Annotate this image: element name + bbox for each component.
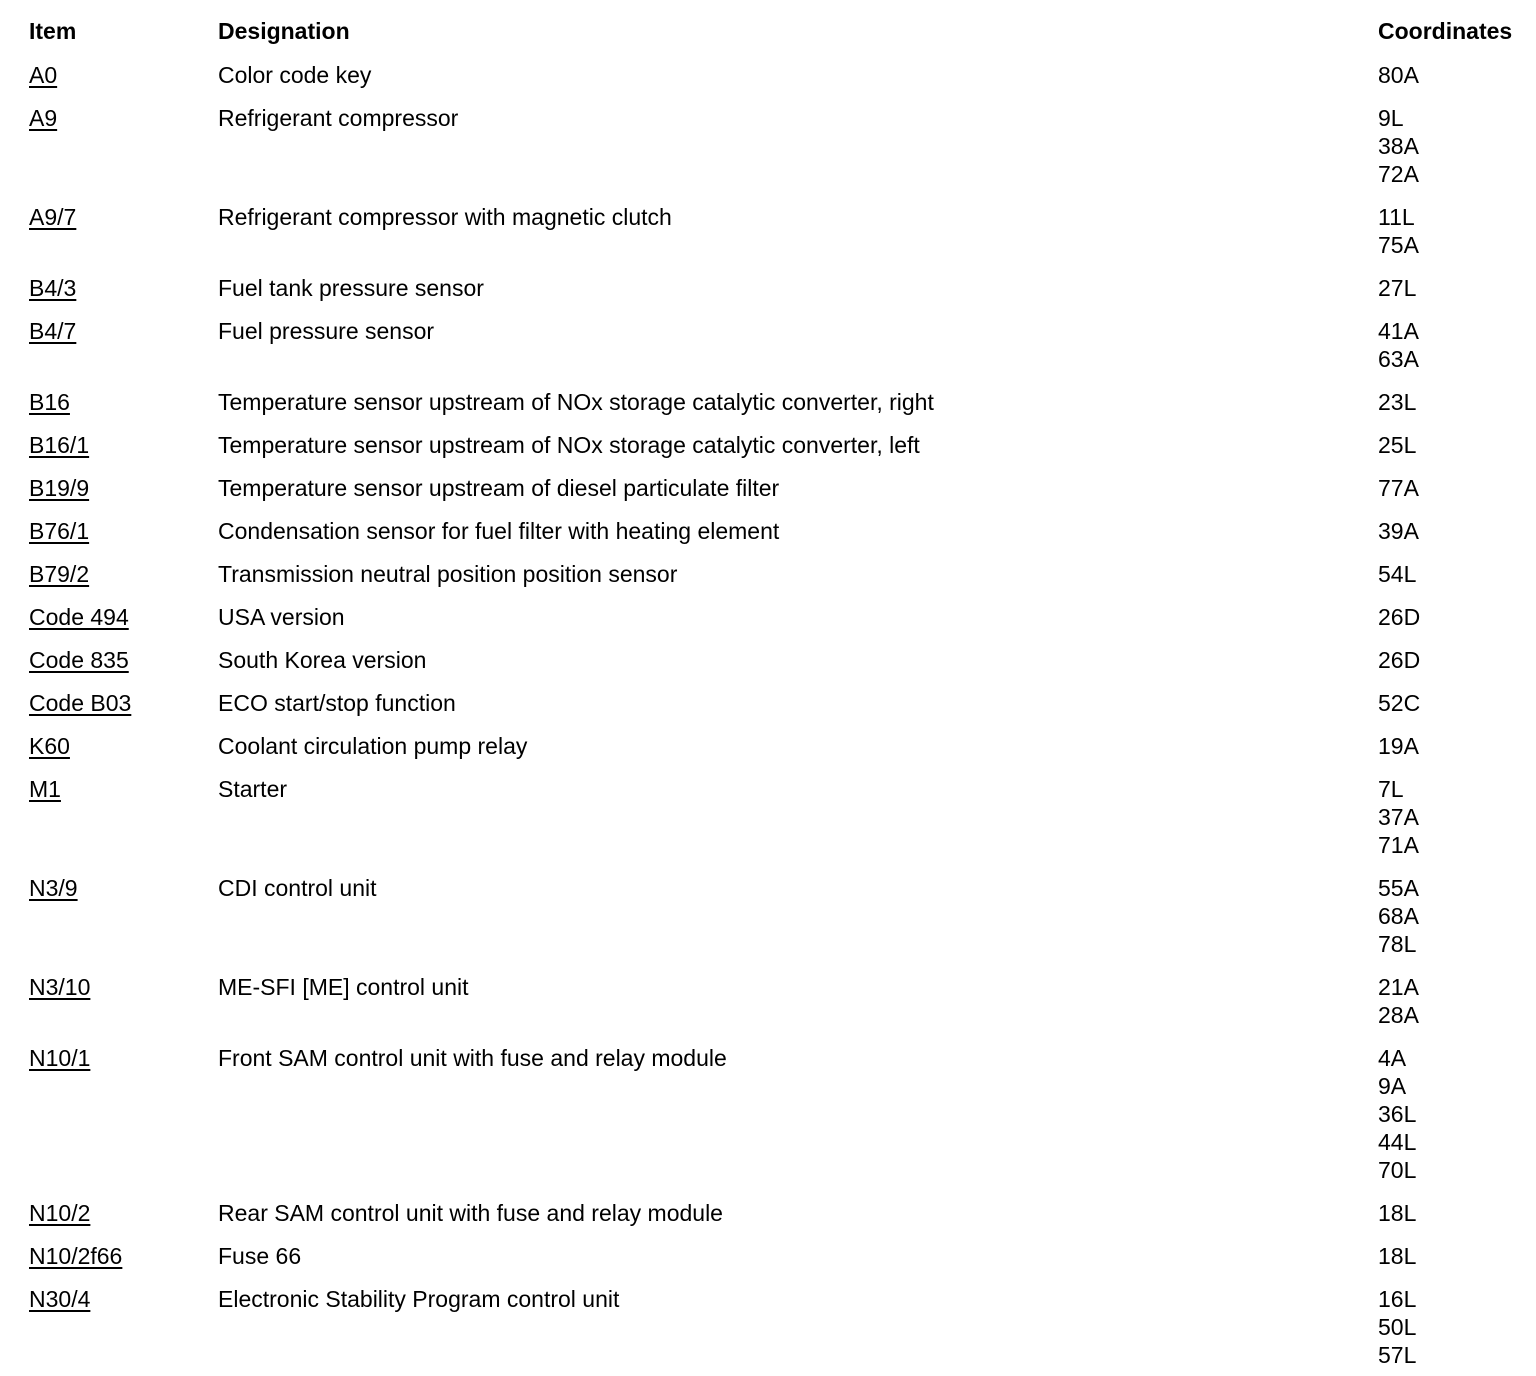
designation-text: Fuel pressure sensor bbox=[218, 318, 435, 344]
item-link[interactable]: B4/3 bbox=[29, 275, 77, 301]
item-link[interactable]: N10/2 bbox=[29, 1200, 91, 1226]
designation-text: Condensation sensor for fuel filter with heating element bbox=[218, 518, 780, 544]
designation-text: ECO start/stop function bbox=[218, 690, 456, 716]
coordinate-value: 36L bbox=[1378, 1101, 1417, 1127]
designation-text: ME-SFI [ME] control unit bbox=[218, 974, 469, 1000]
coordinates-cell bbox=[1378, 874, 1419, 958]
designation-text: Rear SAM control unit with fuse and relay module bbox=[218, 1200, 723, 1226]
coordinates-cell bbox=[1378, 317, 1419, 373]
coordinate-value: 39A bbox=[1378, 518, 1419, 544]
coordinates-cell bbox=[1378, 1285, 1416, 1369]
coordinate-value: 16L bbox=[1378, 1286, 1417, 1312]
item-link[interactable]: N3/9 bbox=[29, 875, 78, 901]
designation-text: Fuel tank pressure sensor bbox=[218, 275, 484, 301]
item-link[interactable]: N10/2f66 bbox=[29, 1243, 123, 1269]
designation-text: Electronic Stability Program control unit bbox=[218, 1286, 620, 1312]
coordinates-cell bbox=[1378, 517, 1419, 545]
coordinate-value: 23L bbox=[1378, 389, 1417, 415]
coordinate-value: 52C bbox=[1378, 690, 1421, 716]
coordinate-value: 70L bbox=[1378, 1157, 1417, 1183]
item-link[interactable]: Code 835 bbox=[29, 647, 129, 673]
item-link[interactable]: N10/1 bbox=[29, 1045, 91, 1071]
coordinate-value: 7L bbox=[1378, 776, 1404, 802]
designation-text: Front SAM control unit with fuse and relay module bbox=[218, 1045, 727, 1071]
coordinates-cell bbox=[1378, 203, 1419, 259]
coordinate-value: 28A bbox=[1378, 1002, 1419, 1028]
designation-text: Coolant circulation pump relay bbox=[218, 733, 528, 759]
coordinate-value: 9L bbox=[1378, 105, 1404, 131]
coordinates-cell bbox=[1378, 388, 1416, 416]
coordinate-value: 71A bbox=[1378, 832, 1419, 858]
coordinate-value: 78L bbox=[1378, 931, 1417, 957]
coordinates-cell bbox=[1378, 274, 1416, 302]
designation-text: USA version bbox=[218, 604, 345, 630]
designation-text: Color code key bbox=[218, 62, 372, 88]
coordinate-value: 38A bbox=[1378, 133, 1419, 159]
coordinates-cell bbox=[1378, 603, 1420, 631]
coordinates-cell bbox=[1378, 1199, 1416, 1227]
header-designation: Designation bbox=[218, 18, 350, 44]
coordinate-value: 54L bbox=[1378, 561, 1417, 587]
coordinates-cell bbox=[1378, 775, 1419, 859]
item-link[interactable]: B19/9 bbox=[29, 475, 90, 501]
coordinate-value: 57L bbox=[1378, 1342, 1417, 1368]
item-link[interactable]: B4/7 bbox=[29, 318, 77, 344]
coordinate-value: 27L bbox=[1378, 275, 1417, 301]
item-link[interactable]: A9 bbox=[29, 105, 58, 131]
designation-text: Refrigerant compressor bbox=[218, 105, 459, 131]
coordinate-value: 9A bbox=[1378, 1073, 1407, 1099]
coordinates-cell bbox=[1378, 1044, 1416, 1184]
coordinate-value: 80A bbox=[1378, 62, 1419, 88]
coordinate-value: 26D bbox=[1378, 604, 1421, 630]
coordinate-value: 55A bbox=[1378, 875, 1419, 901]
coordinate-value: 50L bbox=[1378, 1314, 1417, 1340]
item-link[interactable]: B16 bbox=[29, 389, 70, 415]
coordinate-value: 26D bbox=[1378, 647, 1421, 673]
designation-text: Transmission neutral position position sensor bbox=[218, 561, 678, 587]
coordinate-value: 21A bbox=[1378, 974, 1419, 1000]
coordinates-cell bbox=[1378, 104, 1419, 188]
coordinates-cell bbox=[1378, 560, 1416, 588]
coordinates-cell bbox=[1378, 474, 1419, 502]
coordinate-value: 63A bbox=[1378, 346, 1419, 372]
item-link[interactable]: N30/4 bbox=[29, 1286, 91, 1312]
coordinate-value: 11L bbox=[1378, 204, 1415, 230]
coordinate-value: 72A bbox=[1378, 161, 1419, 187]
coordinate-value: 77A bbox=[1378, 475, 1419, 501]
item-link[interactable]: B16/1 bbox=[29, 432, 90, 458]
coordinates-cell bbox=[1378, 646, 1420, 674]
coordinates-cell bbox=[1378, 732, 1419, 760]
item-link[interactable]: A0 bbox=[29, 62, 58, 88]
coordinates-cell bbox=[1378, 61, 1419, 89]
item-link[interactable]: N3/10 bbox=[29, 974, 91, 1000]
coordinate-value: 75A bbox=[1378, 232, 1419, 258]
table-header bbox=[0, 18, 1536, 48]
item-link[interactable]: M1 bbox=[29, 776, 61, 802]
designation-text: South Korea version bbox=[218, 647, 427, 673]
coordinate-value: 18L bbox=[1378, 1243, 1417, 1269]
designation-text: Temperature sensor upstream of NOx storage catalytic converter, right bbox=[218, 389, 934, 415]
coordinate-value: 44L bbox=[1378, 1129, 1417, 1155]
designation-text: CDI control unit bbox=[218, 875, 377, 901]
item-link[interactable]: Code 494 bbox=[29, 604, 129, 630]
header-coordinates: Coordinates bbox=[1378, 18, 1513, 44]
coordinate-value: 37A bbox=[1378, 804, 1419, 830]
designation-text: Refrigerant compressor with magnetic clutch bbox=[218, 204, 672, 230]
header-item: Item bbox=[29, 18, 77, 44]
item-link[interactable]: Code B03 bbox=[29, 690, 132, 716]
designation-text: Fuse 66 bbox=[218, 1243, 302, 1269]
designation-text: Temperature sensor upstream of diesel particulate filter bbox=[218, 475, 780, 501]
coordinates-cell bbox=[1378, 1242, 1416, 1270]
item-link[interactable]: K60 bbox=[29, 733, 70, 759]
coordinates-cell bbox=[1378, 689, 1420, 717]
coordinates-cell bbox=[1378, 973, 1419, 1029]
coordinate-value: 19A bbox=[1378, 733, 1419, 759]
coordinates-cell bbox=[1378, 431, 1416, 459]
coordinate-value: 41A bbox=[1378, 318, 1419, 344]
coordinate-value: 25L bbox=[1378, 432, 1417, 458]
designation-text: Temperature sensor upstream of NOx storage catalytic converter, left bbox=[218, 432, 920, 458]
item-link[interactable]: A9/7 bbox=[29, 204, 77, 230]
coordinate-value: 18L bbox=[1378, 1200, 1417, 1226]
coordinate-value: 4A bbox=[1378, 1045, 1407, 1071]
designation-text: Starter bbox=[218, 776, 288, 802]
item-link[interactable]: B76/1 bbox=[29, 518, 90, 544]
item-link[interactable]: B79/2 bbox=[29, 561, 90, 587]
coordinate-value: 68A bbox=[1378, 903, 1419, 929]
